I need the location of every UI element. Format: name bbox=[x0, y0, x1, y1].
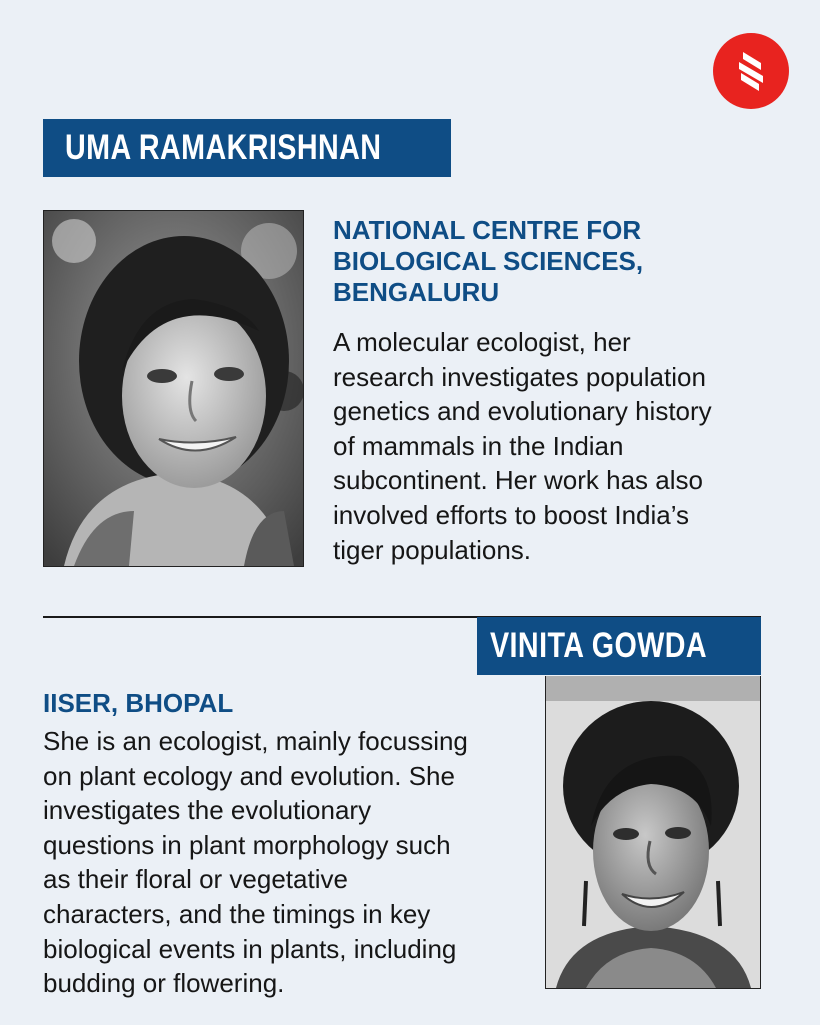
description-line: investigates the evolutionary bbox=[43, 795, 372, 826]
description-line: A molecular ecologist, her bbox=[333, 327, 631, 357]
profile-1-institution bbox=[333, 215, 773, 308]
institution-line: BIOLOGICAL SCIENCES, bbox=[333, 246, 644, 276]
profile-1-description bbox=[333, 325, 783, 567]
profile-1-photo bbox=[43, 210, 304, 567]
profile-2-institution bbox=[43, 688, 483, 719]
description-line: biological events in plants, including bbox=[43, 933, 457, 964]
description-line: involved efforts to boost India’s bbox=[333, 499, 690, 530]
profile-2-name: VINITA GOWDA bbox=[490, 626, 707, 665]
profile-2-description bbox=[43, 724, 523, 1001]
institution-line: BENGALURU bbox=[333, 277, 500, 307]
profile-1-name: UMA RAMAKRISHNAN bbox=[65, 128, 382, 167]
profile-1-name-banner bbox=[43, 119, 451, 177]
description-line: tiger populations. bbox=[333, 534, 532, 565]
institution-line: NATIONAL CENTRE FOR bbox=[333, 215, 642, 245]
description-line: questions in plant morphology such bbox=[43, 829, 451, 860]
profile-2-photo bbox=[545, 676, 761, 989]
description-line: budding or flowering. bbox=[43, 968, 285, 999]
description-line: subcontinent. Her work has also bbox=[333, 465, 703, 496]
indian-express-logo-icon bbox=[713, 33, 789, 109]
description-line: genetics and evolutionary history bbox=[333, 396, 712, 427]
description-line: research investigates population bbox=[333, 361, 706, 392]
profile-2-name-banner bbox=[477, 617, 761, 675]
description-line: on plant ecology and evolution. She bbox=[43, 760, 455, 791]
description-line: as their floral or vegetative bbox=[43, 864, 348, 895]
institution-line: IISER, BHOPAL bbox=[43, 688, 234, 718]
description-line: She is an ecologist, mainly focussing bbox=[43, 726, 468, 756]
description-line: characters, and the timings in key bbox=[43, 898, 431, 929]
description-line: of mammals in the Indian bbox=[333, 430, 624, 461]
